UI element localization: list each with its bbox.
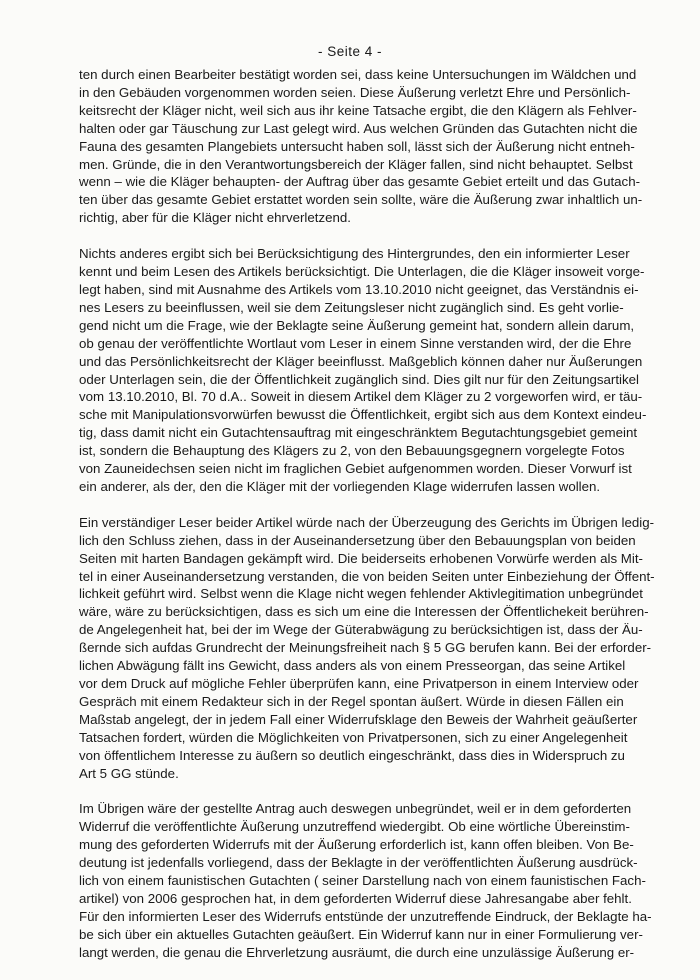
text-line: ein anderer, als der, den die Kläger mit der vorliegenden Klage widerrufen lassen wollen.	[79, 478, 601, 494]
text-line: tig, dass damit nicht ein Gutachtensauftrag mit eingeschränktem Begutachtungsgebiet gemeint	[79, 425, 638, 441]
text-line: ten durch einen Bearbeiter bestätigt worden sei, dass keine Untersuchungen im Wäldchen und	[79, 67, 637, 82]
text-line: Seiten mit harten Bandagen gekämpft wird. Die beiderseits erhobenen Vorwürfe werden als Mit-	[79, 550, 643, 566]
text-line: richtig, aber für die Kläger nicht ehrverletzend.	[79, 210, 351, 226]
text-line: Maßstab angelegt, der in jedem Fall einer Widerrufsklage den Beweis der Wahrheit geäußerter	[79, 711, 638, 727]
text-line: deutung ist jedenfalls vorliegend, dass der Beklagte in der veröffentlichten Äußerung ausdrück-	[79, 855, 638, 871]
text-line: nes Lesers zu beeinflussen, weil sie dem Zeitungsleser nicht zugänglich sind. Es geht vorlie-	[79, 299, 624, 315]
text-line: wenn – wie die Kläger behaupten- der Auftrag über das gesamte Gebiet erteilt und das Gutach-	[79, 174, 641, 190]
paragraph-4	[79, 800, 652, 961]
text-line: Im Übrigen wäre der gestellte Antrag auch deswegen unbegründet, weil er in dem geforderten	[79, 801, 632, 817]
text-line: oder Unterlagen sein, die der Öffentlichkeit zugänglich sind. Dies gilt nur für den Zeitungsartikel	[79, 371, 640, 387]
text-line: in den Gebäuden vorgenommen worden seien. Diese Äußerung verletzt Ehre und Persönlich-	[79, 84, 631, 100]
text-line: Für den informierten Leser des Widerrufs entstünde der unzutreffende Eindruck, der Beklagte ha-	[79, 908, 652, 924]
document-body	[79, 66, 655, 980]
paragraph-3	[79, 514, 655, 783]
text-line: legt haben, sind mit Ausnahme des Artikels vom 13.10.2010 nicht geeignet, das Verständnis ei-	[79, 281, 639, 297]
text-line: lich den Schluss ziehen, dass in der Auseinandersetzung über den Bebauungsplan von beiden	[79, 532, 636, 548]
text-line: und das Persönlichkeitsrecht der Kläger beeinflusst. Maßgeblich können daher nur Äußerungen	[79, 353, 643, 369]
text-line: kennt und beim Lesen des Artikels berücksichtigt. Die Unterlagen, die die Kläger insoweit vorge-	[79, 264, 645, 280]
text-line: be sich über ein aktuelles Gutachten geäußert. Ein Widerruf kann nur in einer Formulierung ver-	[79, 926, 643, 942]
text-line: gend nicht um die Frage, wie der Beklagte seine Äußerung gemeint hat, sondern allein darum,	[79, 317, 635, 333]
paragraph-1	[79, 66, 645, 227]
text-line: halten oder gar Täuschung zur Last gelegt wird. Aus welchen Gründen das Gutachten nicht die	[79, 120, 638, 136]
text-line: von Zauneidechsen seien nicht im fraglichen Gebiet aufgenommen worden. Dieser Vorwurf ist	[79, 461, 632, 477]
text-line: mung des geforderten Widerrufs mit der Äußerung erforderlich ist, kann offen bleiben. Von Be-	[79, 837, 634, 853]
page-header: - Seite 4 -	[317, 44, 383, 59]
text-line: ist, sondern die Behauptung des Klägers zu 2, von den Bebauungsgegnern vorgelegte Fotos	[79, 443, 625, 459]
text-line: men. Gründe, die in den Verantwortungsbereich der Kläger fallen, sind nicht behauptet. Selbst	[79, 156, 633, 172]
text-line: langt werden, die genau die Ehrverletzung ausräumt, die durch eine unzulässige Äußerung er-	[79, 944, 635, 960]
text-line: keitsrecht der Kläger nicht, weil sich aus ihr keine Tatsache ergibt, die den Klägern als Fehlver-	[79, 102, 637, 118]
text-line: vor dem Druck auf mögliche Fehler überprüfen kann, eine Privatperson in einem Interview oder	[79, 676, 639, 691]
text-line: Nichts anderes ergibt sich bei Berücksichtigung des Hintergrundes, den ein informierter Leser	[79, 246, 630, 262]
text-line: von öffentlichem Interesse zu äußern so deutlich eingeschränkt, dass dies in Widerspruch zu	[79, 747, 625, 763]
text-line: ob genau der veröffentlichte Wortlaut vom Leser in einem Sinne verstanden wird, der die Ehre	[79, 335, 632, 351]
text-line: wäre, wäre zu berücksichtigen, dass es sich um eine die Interessen der Öffentlichekeit berühren-	[79, 604, 649, 620]
paragraph-2	[79, 245, 645, 496]
text-line: tel in einer Auseinandersetzung verstanden, die von beiden Seiten unter Einbeziehung der Öffent-	[79, 568, 655, 584]
text-line: lichen Abwägung fällt ins Gewicht, dass anders als von einem Presseorgan, das seine Artikel	[79, 658, 626, 674]
text-line: Gespräch mit einem Redakteur sich in der Regel spontan äußert. Würde in diesen Fällen ein	[79, 693, 624, 709]
text-line: Widerruf die veröffentlichte Äußerung unzutreffend wiedergibt. Ob eine wörtliche Übereinstim-	[79, 819, 630, 835]
text-line: lichkeit geführt wird. Selbst wenn die Klage nicht wegen fehlender Aktivlegitimation unbegründet	[79, 586, 643, 602]
text-line: de Angelegenheit hat, bei der im Wege der Güterabwägung zu berücksichtigen ist, dass der Äu-	[79, 622, 643, 638]
text-line: Art 5 GG stünde.	[79, 765, 179, 781]
text-line: lich von einem faunistischen Gutachten ( seiner Darstellung nach von einem faunistischen Fach-	[79, 873, 646, 889]
text-line: Fauna des gesamten Plangebiets untersucht haben soll, lässt sich der Äußerung nicht entneh-	[79, 138, 635, 154]
text-line: ßernde sich aufdas Grundrecht der Meinungsfreiheit nach § 5 GG berufen kann. Bei der erforder-	[79, 640, 652, 656]
text-line: sche mit Manipulationsvorwürfen bewusst die Öffentlichkeit, ergibt sich aus dem Kontext eindeu-	[79, 407, 647, 423]
text-line: vom 13.10.2010, Bl. 70 d.A.. Soweit in diesem Artikel dem Kläger zu 2 vorgeworfen wird, er täu-	[79, 389, 643, 405]
text-line: artikel) von 2006 gesprochen hat, in dem geforderten Widerruf diese Jahresangabe aber fehlt.	[79, 890, 632, 906]
text-line: Ein verständiger Leser beider Artikel würde nach der Überzeugung des Gerichts im Übrigen ledig-	[79, 514, 655, 530]
text-line: ten über das gesamte Gebiet erstattet worden sein sollte, wäre die Äußerung zwar inhaltlich un-	[79, 192, 643, 208]
text-line: Tatsachen fordert, würden die Möglichkeiten von Privatpersonen, sich zu einer Angelegenheit	[79, 729, 628, 745]
